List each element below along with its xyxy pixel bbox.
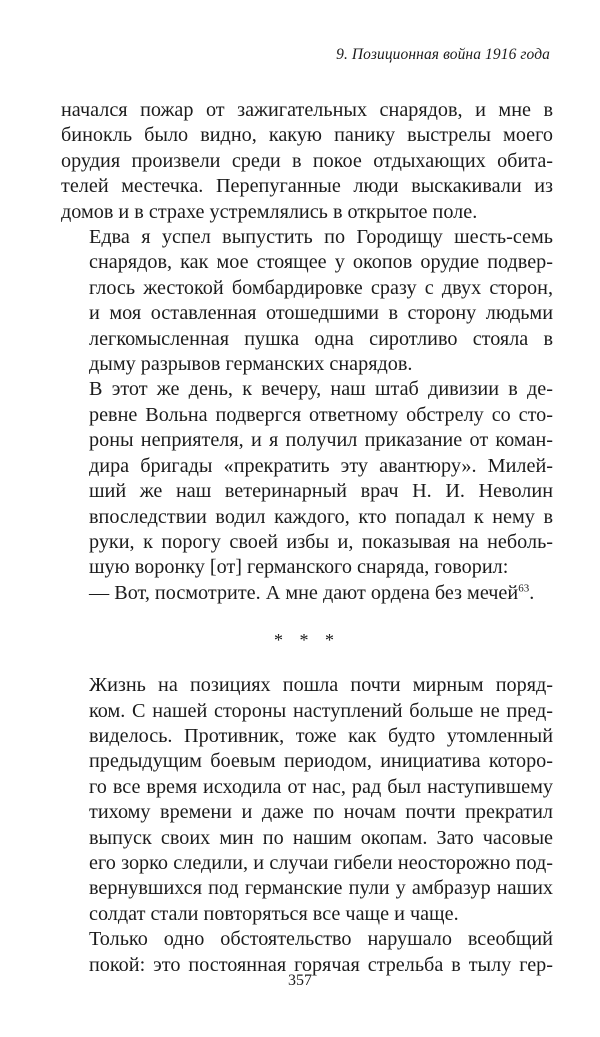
text-line: впоследствии водил каждого, кто попадал к нему в	[89, 505, 553, 528]
text-line: предыдущим боевым периодом, инициатива которо-	[89, 750, 553, 773]
text-line: глось жестокой бомбардировке сразу с двух сторон,	[89, 276, 553, 299]
text-line: дыму разрывов германских снарядов.	[89, 353, 413, 376]
text-line: тихому времени и даже по ночам почти прекратил	[89, 801, 553, 824]
text-line: телей местечка. Перепуганные люди выскакивали из	[61, 175, 553, 198]
text-line	[61, 581, 553, 606]
text-line: руки, к порогу своей избы и, показывая на неболь-	[89, 530, 553, 553]
text-line: ком. С нашей стороны наступлений больше не пред-	[89, 699, 553, 722]
text-line: и моя оставленная отошедшими в сторону людьми	[89, 302, 553, 325]
paragraph-5	[61, 673, 553, 927]
text-line: шую воронку [от] германского снаряда, говорил:	[89, 556, 509, 579]
speech-text: — Вот, посмотрите. А мне дают ордена без мечей	[89, 581, 519, 604]
text-line: бинокль было видно, какую панику выстрелы моего	[61, 124, 553, 147]
paragraph-4-speech	[61, 581, 553, 606]
paragraph-6	[61, 927, 553, 978]
text-line: роны неприятеля, и я получил приказание от коман-	[89, 429, 553, 452]
paragraph-3	[61, 377, 553, 580]
section-separator: * * *	[274, 630, 340, 651]
text-line: го все время исходила от нас, рад был наступившему	[89, 775, 553, 798]
text-line: ший же наш ветеринарный врач Н. И. Неволин	[89, 480, 553, 503]
text-line: Едва я успел выпустить по Городищу шесть-семь	[89, 226, 553, 249]
text-line: дира бригады «прекратить эту авантюру». Милей-	[89, 454, 553, 477]
text-line: орудия произвели среди в покое отдыхающих обита-	[61, 149, 553, 172]
speech-end: .	[529, 581, 535, 604]
text-line: Жизнь на позициях пошла почти мирным поряд-	[89, 674, 553, 697]
text-line: его зорко следили, и случаи гибели неосторожно под-	[89, 851, 553, 874]
text-line: начался пожар от зажигательных снарядов, и мне в	[61, 99, 553, 121]
text-line: снарядов, как мое стоящее у окопов орудие подвер-	[89, 251, 553, 274]
text-line: домов и в страхе устремлялись в открытое поле.	[61, 200, 478, 223]
footnote-marker[interactable]: 63	[518, 581, 530, 594]
paragraph-2	[61, 225, 553, 377]
body-text	[61, 98, 553, 978]
text-line: покой: это постоянная горячая стрельба в тылу гер-	[89, 953, 553, 976]
text-line: выпуск своих мин по нашим окопам. Зато часовые	[89, 826, 553, 849]
page-number: 357	[288, 972, 312, 989]
text-line: легкомысленная пушка одна сиротливо стояла в	[89, 327, 553, 350]
text-line: Только одно обстоятельство нарушало всеобщий	[89, 928, 553, 951]
text-line: солдат стали повторяться все чаще и чаще.	[89, 902, 459, 925]
paragraph-1	[61, 98, 553, 225]
text-line: вернувшихся под германские пули у амбразур наших	[89, 877, 553, 900]
text-line: ревне Вольна подвергся ответному обстрелу со сто-	[89, 403, 553, 426]
text-line: виделось. Противник, тоже как будто утомленный	[89, 724, 553, 747]
text-line: В этот же день, к вечеру, наш штаб дивизии в де-	[89, 378, 553, 401]
running-header: 9. Позиционная война 1916 года	[336, 46, 550, 63]
